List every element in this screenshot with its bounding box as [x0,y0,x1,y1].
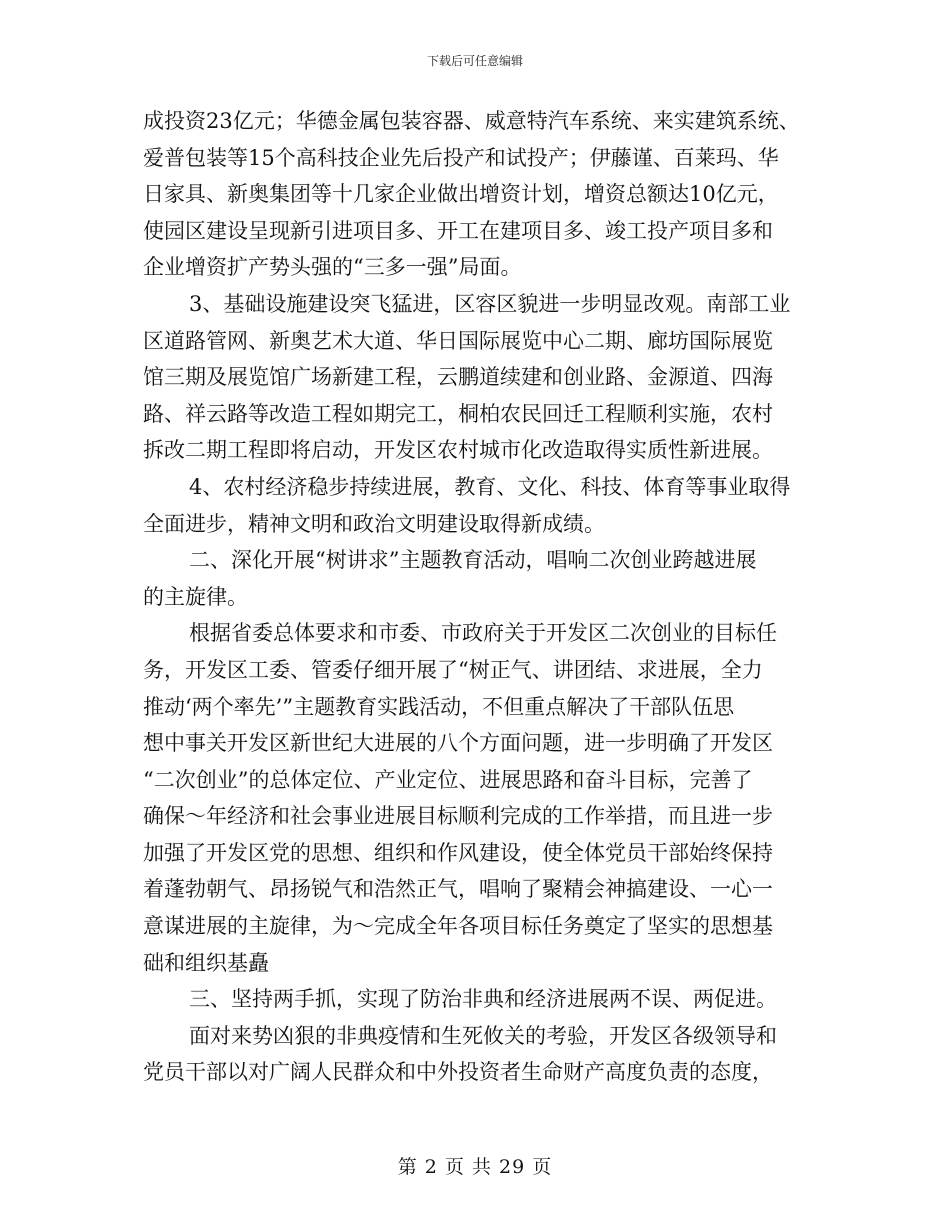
text-line: 加强了开发区党的思想、组织和作风建设，使全体党员干部始终保持 [143,840,773,865]
text-line: 面对来势凶狠的非典疫情和生死攸关的考验，开发区各级领导和 [189,1023,777,1048]
text-line: 着蓬勃朝气、昂扬锐气和浩然正气，唱响了聚精会神搞建设、一心一 [143,877,773,902]
text-line: 的主旋律。 [143,584,248,609]
text-line: 三、坚持两手抓，实现了防治非典和经济进展两不误、两促进。 [189,987,777,1012]
text-line: 确保～年经济和社会事业进展目标顺利完成的工作举措，而且进一步 [143,804,773,829]
text-line: 馆三期及展览馆广场新建工程，云鹏道续建和创业路、金源道、四海 [143,365,773,390]
text-line: 成投资23亿元；华德金属包装容器、威意特汽车系统、来实建筑系统、 [143,109,800,133]
document-body [143,103,813,1091]
text-line: 拆改二期工程即将启动，开发区农村城市化改造取得实质性新进展。 [143,438,773,463]
text-line: 二、深化开展“树讲求”主题教育活动，唱响二次创业跨越进展 [189,548,757,573]
text-line: 区道路管网、新奥艺术大道、华日国际展览中心二期、廊坊国际展览 [143,328,773,353]
text-line: 意谋进展的主旋律，为～完成全年各项目标任务奠定了坚实的思想基 [143,914,773,939]
text-line: 全面进步，精神文明和政治文明建设取得新成绩。 [143,511,605,536]
text-line: 4、农村经济稳步持续进展，教育、文化、科技、体育等事业取得 [189,474,791,499]
text-line: 础和组织基矗 [143,950,269,975]
text-line: 企业增资扩产势头强的“三多一强”局面。 [143,255,522,280]
text-line: 爱普包装等15个高科技企业先后投产和试投产；伊藤谨、百莱玛、华 [143,145,779,170]
text-line: 务，开发区工委、管委仔细开展了“树正气、讲团结、求进展，全力 [143,657,763,682]
text-line: 根据省委总体要求和市委、市政府关于开发区二次创业的目标任 [189,621,777,646]
page-number-footer: 第 2 页 共 29 页 [397,1156,553,1178]
page-header-note: 下载后可任意编辑 [426,54,523,68]
text-line: 党员干部以对广阔人民群众和中外投资者生命财产高度负责的态度， [143,1060,773,1085]
text-line: 推动‘两个率先’”主题教育实践活动，不但重点解决了干部队伍思 [143,694,735,719]
text-line: 路、祥云路等改造工程如期完工，桐柏农民回迁工程顺利实施，农村 [143,401,773,426]
text-line: 3、基础设施建设突飞猛进，区容区貌进一步明显改观。南部工业 [189,291,791,316]
text-line: 日家具、新奥集团等十几家企业做出增资计划，增资总额达10亿元， [143,182,779,207]
text-line: 使园区建设呈现新引进项目多、开工在建项目多、竣工投产项目多和 [143,218,773,243]
text-line: “二次创业”的总体定位、产业定位、进展思路和奋斗目标，完善了 [143,767,753,792]
text-line: 想中事关开发区新世纪大进展的八个方面问题，进一步明确了开发区 [143,731,773,756]
